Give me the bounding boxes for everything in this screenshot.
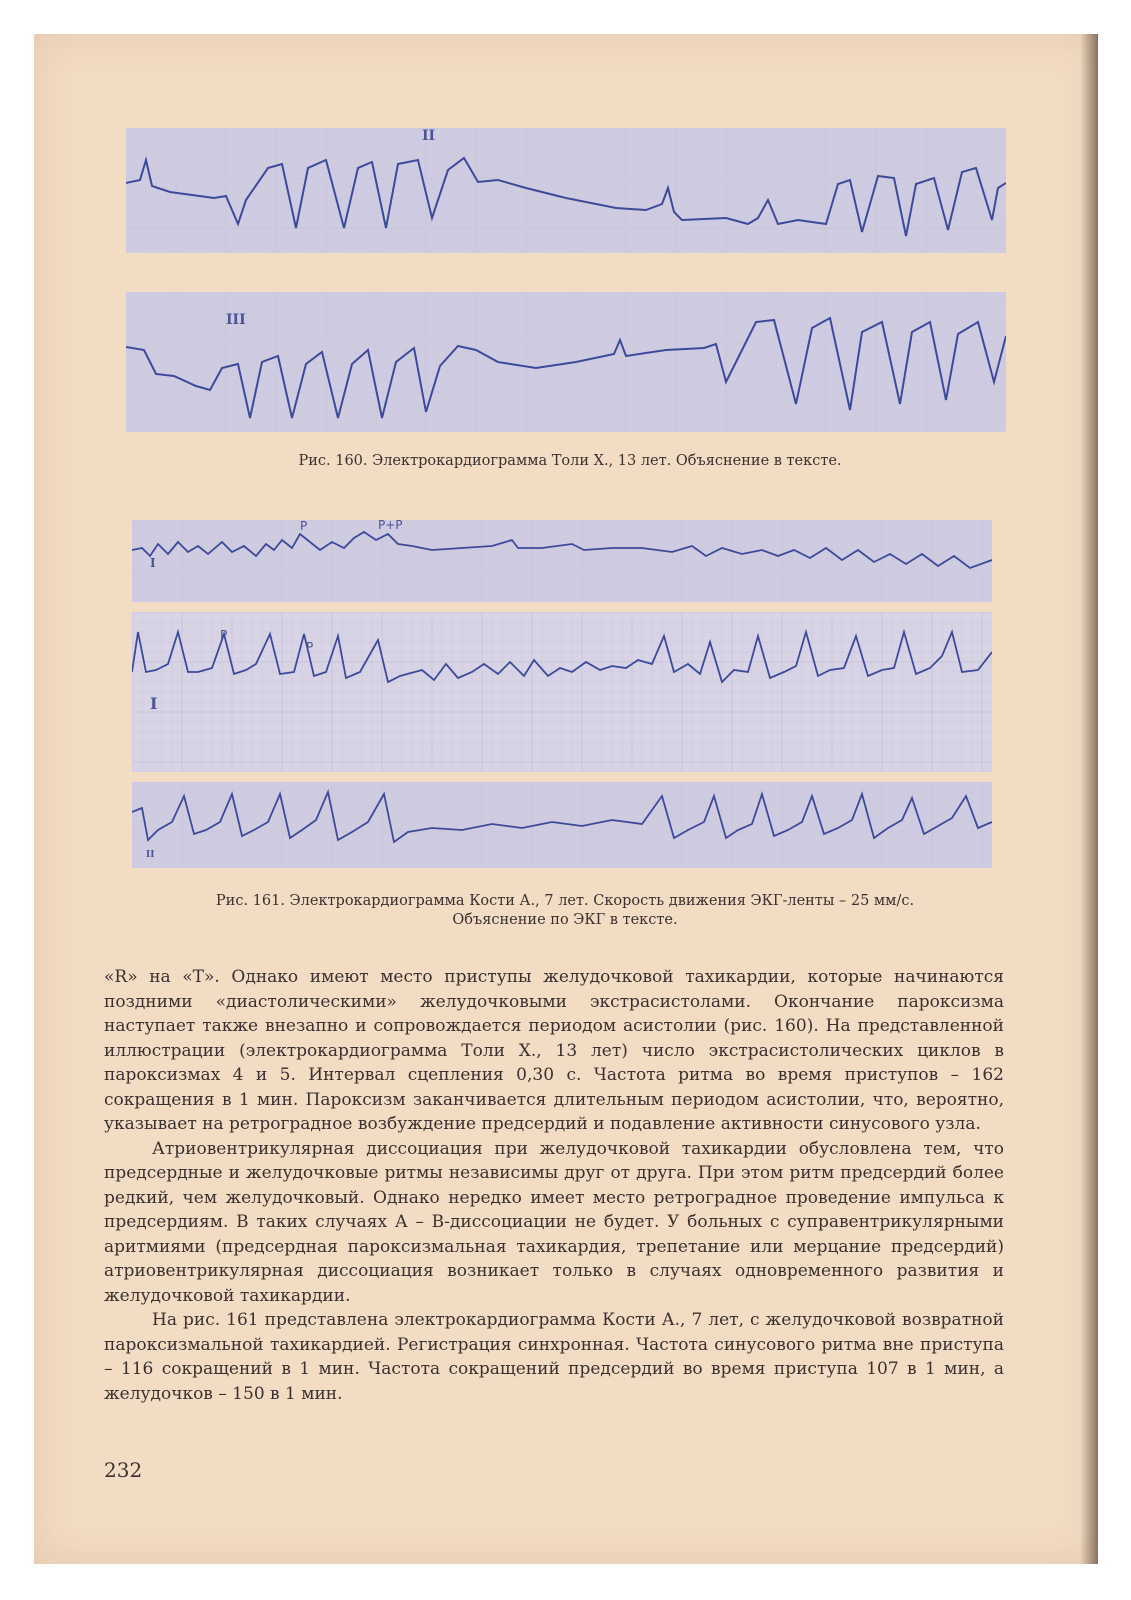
lead-label-fig161-row2: I (150, 694, 158, 713)
lead-label-ii: II (422, 128, 436, 144)
ecg-strip-fig161-row3 (132, 782, 992, 868)
ecg-strip-fig160-lead2 (126, 128, 1006, 253)
page-edge-shadow (1080, 34, 1098, 1564)
ecg-trace-fig161-row1 (132, 520, 992, 602)
paragraph-2: Атриовентрикулярная диссоциация при желудочковой тахикардии обусловлена тем, что предсердные и желудочковые ритмы независимы друг от друга. При этом ритм предсердий более редкий, чем желудочковый. Однако нередко имеет место ретроградное проведение импульса к предсердиям. В таких случаях А – В-диссоциации не будет. У больных с суправентрикулярными аритмиями (предсердная пароксизмальная тахикардия, трепетание или мерцание предсердий) атриовентрикулярная диссоциация возникает только в случаях одновременного развития и желудочковой тахикардии. (104, 1138, 1004, 1306)
ecg-trace-fig160-lead3 (126, 292, 1006, 432)
page-number: 232 (104, 1458, 143, 1482)
ecg-trace-fig160-lead2 (126, 128, 1006, 253)
annotation-p-3: P (306, 640, 314, 654)
ecg-strip-fig161-row1 (132, 520, 992, 602)
paragraph-3: На рис. 161 представлена электрокардиограмма Кости А., 7 лет, с желудочковой возвратной пароксизмальной тахикардией. Регистрация синхронная. Частота синусового ритма вне приступа – 116 сокращений в 1 мин. Частота сокращений предсердий во время приступа 107 в 1 мин, а желудочков – 150 в 1 мин. (104, 1310, 1004, 1404)
annotation-p-plus-p: P+P (378, 518, 403, 532)
ecg-strip-fig160-lead3 (126, 292, 1006, 432)
annotation-p-2: P (220, 628, 228, 642)
ecg-trace-fig161-row2 (132, 612, 992, 772)
ecg-trace-fig161-row3 (132, 782, 992, 868)
lead-label-fig161-row3: II (146, 850, 155, 860)
figure-160-caption: Рис. 160. Электрокардиограмма Толи Х., 13 лет. Объяснение в тексте. (298, 453, 842, 469)
body-text (104, 965, 1004, 1406)
ecg-strip-fig161-row2 (132, 612, 992, 772)
figure-161-caption-line1: Рис. 161. Электрокардиограмма Кости А., 7 лет. Скорость движения ЭКГ-ленты – 25 мм/с. (215, 893, 915, 909)
annotation-p-1: P (300, 519, 308, 533)
figure-161-caption-line2: Объяснение по ЭКГ в тексте. (452, 912, 678, 928)
lead-label-iii: III (226, 312, 246, 328)
lead-label-fig161-row1: I (150, 556, 156, 570)
figure-161-caption (130, 892, 1000, 930)
paragraph-1: «R» на «T». Однако имеют место приступы желудочковой тахикардии, которые начинаются поздними «диастолическими» желудочковыми экстрасистолами. Окончание пароксизма наступает также внезапно и сопровождается периодом асистолии (рис. 160). На представленной иллюстрации (электрокардиограмма Толи Х., 13 лет) число экстрасистолических циклов в пароксизмах 4 и 5. Интервал сцепления 0,30 с. Частота ритма во время приступов – 162 сокращения в 1 мин. Пароксизм заканчивается длительным периодом асистолии, что, вероятно, указывает на ретроградное возбуждение предсердий и подавление активности синусового узла. (104, 967, 1004, 1134)
